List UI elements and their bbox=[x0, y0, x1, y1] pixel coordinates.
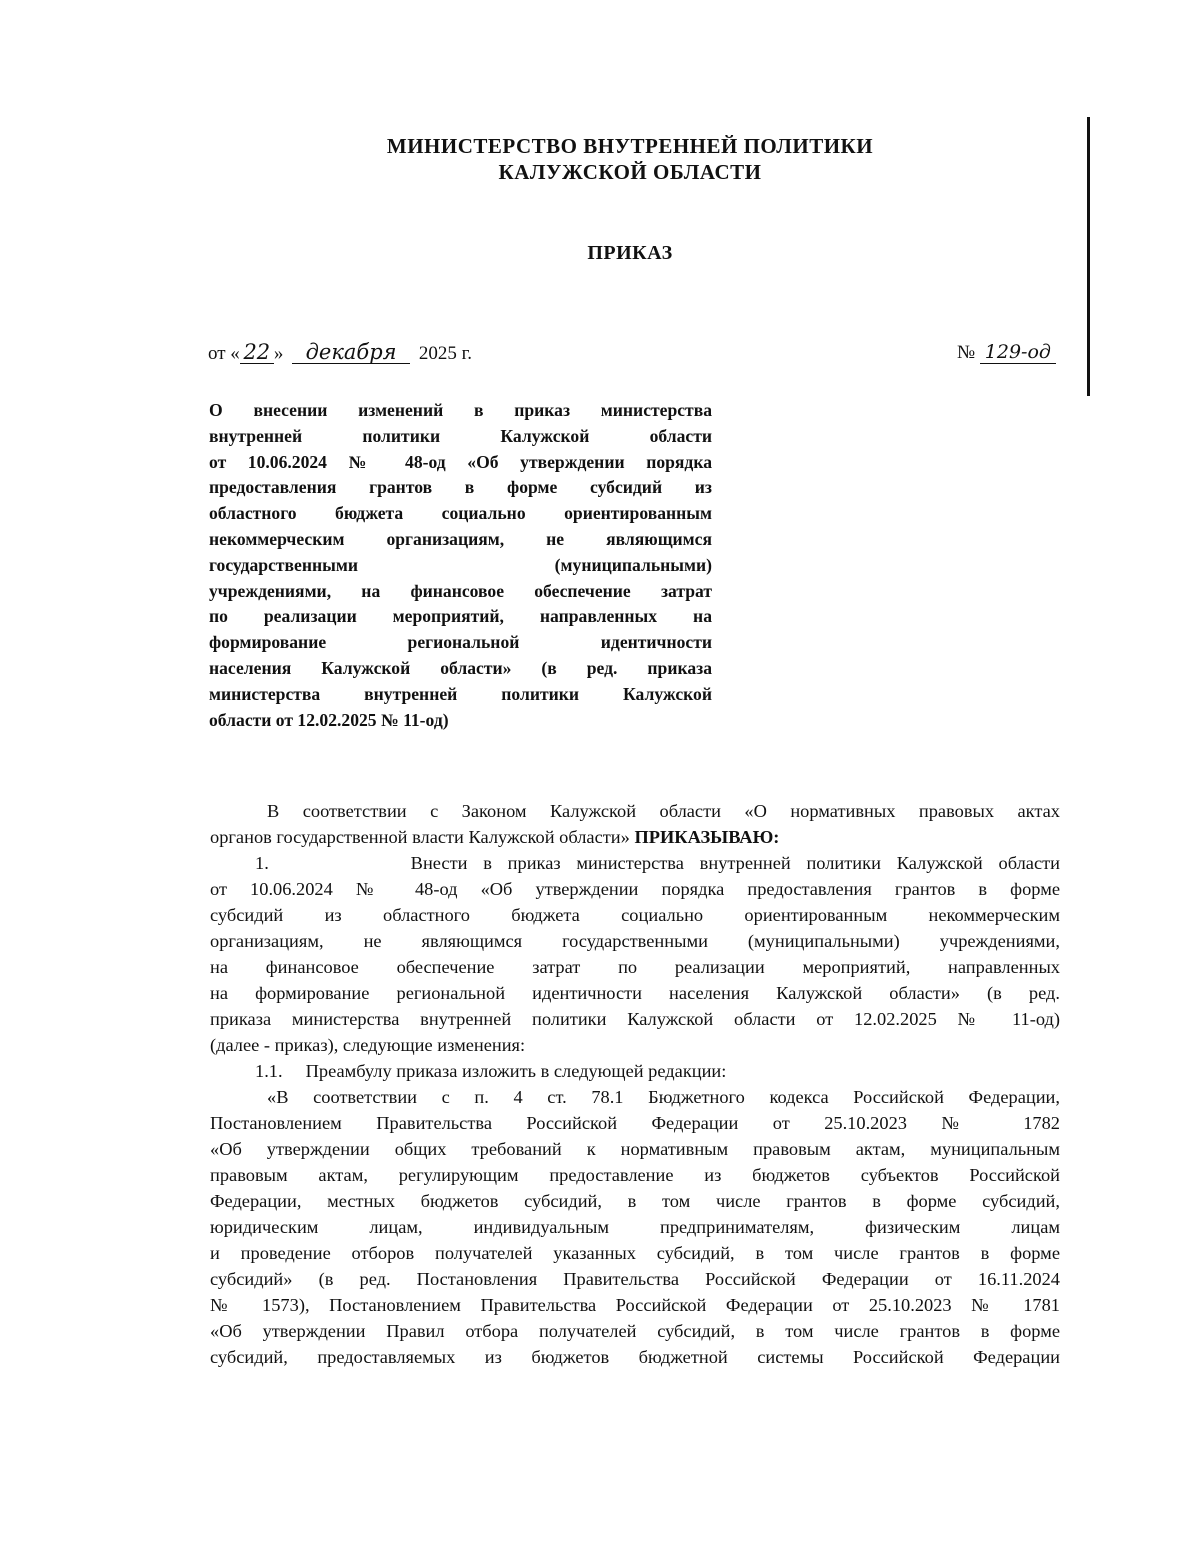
subject-line: от 10.06.2024 № 48-од «Об утверждении порядка bbox=[209, 451, 712, 472]
body-line: субсидий из областного бюджета социально ориентированным некоммерческим bbox=[210, 905, 1060, 925]
date-year: 2025 г. bbox=[418, 343, 472, 364]
body-line: В соответствии с Законом Калужской области «О нормативных правовых актах bbox=[267, 801, 1060, 821]
body-line: и проведение отборов получателей указанных субсидий, в том числе грантов в форме bbox=[210, 1243, 1060, 1263]
body-line: «Об утверждении общих требований к нормативным правовым актам, муниципальным bbox=[210, 1139, 1060, 1159]
body-line: (далее - приказ), следующие изменения: bbox=[210, 1035, 526, 1055]
body-text: Внести в приказ министерства внутренней политики Калужской области bbox=[410, 853, 1060, 873]
subject-line: областного бюджета социально ориентированным bbox=[209, 503, 712, 524]
item-number: 1. bbox=[255, 853, 269, 873]
body-line: «В соответствии с п. 4 ст. 78.1 Бюджетного кодекса Российской Федерации, bbox=[267, 1087, 1060, 1107]
item-number: 1.1. bbox=[255, 1061, 283, 1081]
body-line: Постановлением Правительства Российской Федерации от 25.10.2023 № 1782 bbox=[210, 1113, 1060, 1133]
subject-line: внутренней политики Калужской области bbox=[209, 425, 712, 446]
body-line: Федерации, местных бюджетов субсидий, в том числе грантов в форме субсидий, bbox=[210, 1191, 1060, 1211]
subject-line: учреждениями, на финансовое обеспечение затрат bbox=[209, 580, 712, 601]
body-text: Преамбулу приказа изложить в следующей редакции: bbox=[305, 1061, 727, 1081]
order-subject bbox=[209, 398, 712, 733]
subject-line: предоставления грантов в форме субсидий из bbox=[209, 477, 712, 498]
order-number bbox=[957, 341, 1056, 364]
body-line bbox=[210, 824, 1060, 850]
subject-line: О внесении изменений в приказ министерства bbox=[209, 400, 712, 420]
subject-line: формирование региональной идентичности bbox=[209, 632, 712, 653]
body-line: № 1573), Постановлением Правительства Российской Федерации от 25.10.2023 № 1781 bbox=[210, 1295, 1060, 1315]
body-text: органов государственной власти Калужской области» bbox=[210, 827, 630, 847]
number-prefix: № bbox=[957, 342, 976, 363]
date-day: 22 bbox=[240, 341, 274, 364]
date-mid: » bbox=[273, 343, 284, 364]
command-word: ПРИКАЗЫВАЮ: bbox=[634, 827, 780, 847]
ministry-line-2: КАЛУЖСКОЙ ОБЛАСТИ bbox=[498, 160, 762, 184]
order-body bbox=[210, 798, 1060, 1370]
body-line: приказа министерства внутренней политики Калужской области от 12.02.2025 № 11-од) bbox=[210, 1009, 1060, 1029]
subject-line: некоммерческим организациям, не являющимся bbox=[209, 528, 712, 549]
document-type: ПРИКАЗ bbox=[587, 242, 673, 264]
date-prefix: от « bbox=[208, 343, 240, 364]
ministry-line-1: МИНИСТЕРСТВО ВНУТРЕННЕЙ ПОЛИТИКИ bbox=[386, 134, 874, 158]
item-1-1-line bbox=[210, 1058, 1060, 1084]
body-line: организациям, не являющимся государственными (муниципальными) учреждениями, bbox=[210, 931, 1060, 951]
body-line: юридическим лицам, индивидуальным предпринимателям, физическим лицам bbox=[210, 1217, 1060, 1237]
order-date bbox=[208, 341, 472, 365]
body-line: на финансовое обеспечение затрат по реализации мероприятий, направленных bbox=[210, 957, 1060, 977]
subject-line: государственными (муниципальными) bbox=[209, 554, 712, 575]
body-line: на формирование региональной идентичности населения Калужской области» (в ред. bbox=[210, 983, 1060, 1003]
subject-line: министерства внутренней политики Калужской bbox=[209, 683, 712, 704]
body-line: «Об утверждении Правил отбора получателей субсидий, в том числе грантов в форме bbox=[210, 1321, 1060, 1341]
subject-line: по реализации мероприятий, направленных на bbox=[209, 606, 712, 627]
subject-line: области от 12.02.2025 № 11-од) bbox=[209, 709, 449, 730]
body-line: правовым актам, регулирующим предоставление из бюджетов субъектов Российской bbox=[210, 1165, 1060, 1185]
ministry-name bbox=[0, 133, 1200, 185]
date-month: декабря bbox=[292, 341, 410, 364]
body-line: субсидий, предоставляемых из бюджетов бюджетной системы Российской Федерации bbox=[210, 1347, 1060, 1367]
subject-line: населения Калужской области» (в ред. приказа bbox=[209, 657, 712, 678]
body-line: субсидий» (в ред. Постановления Правительства Российской Федерации от 16.11.2024 bbox=[210, 1269, 1060, 1289]
item-1-first-line bbox=[210, 850, 1060, 876]
body-line: от 10.06.2024 № 48-од «Об утверждении порядка предоставления грантов в форме bbox=[210, 879, 1060, 899]
number-value: 129-од bbox=[980, 341, 1056, 364]
